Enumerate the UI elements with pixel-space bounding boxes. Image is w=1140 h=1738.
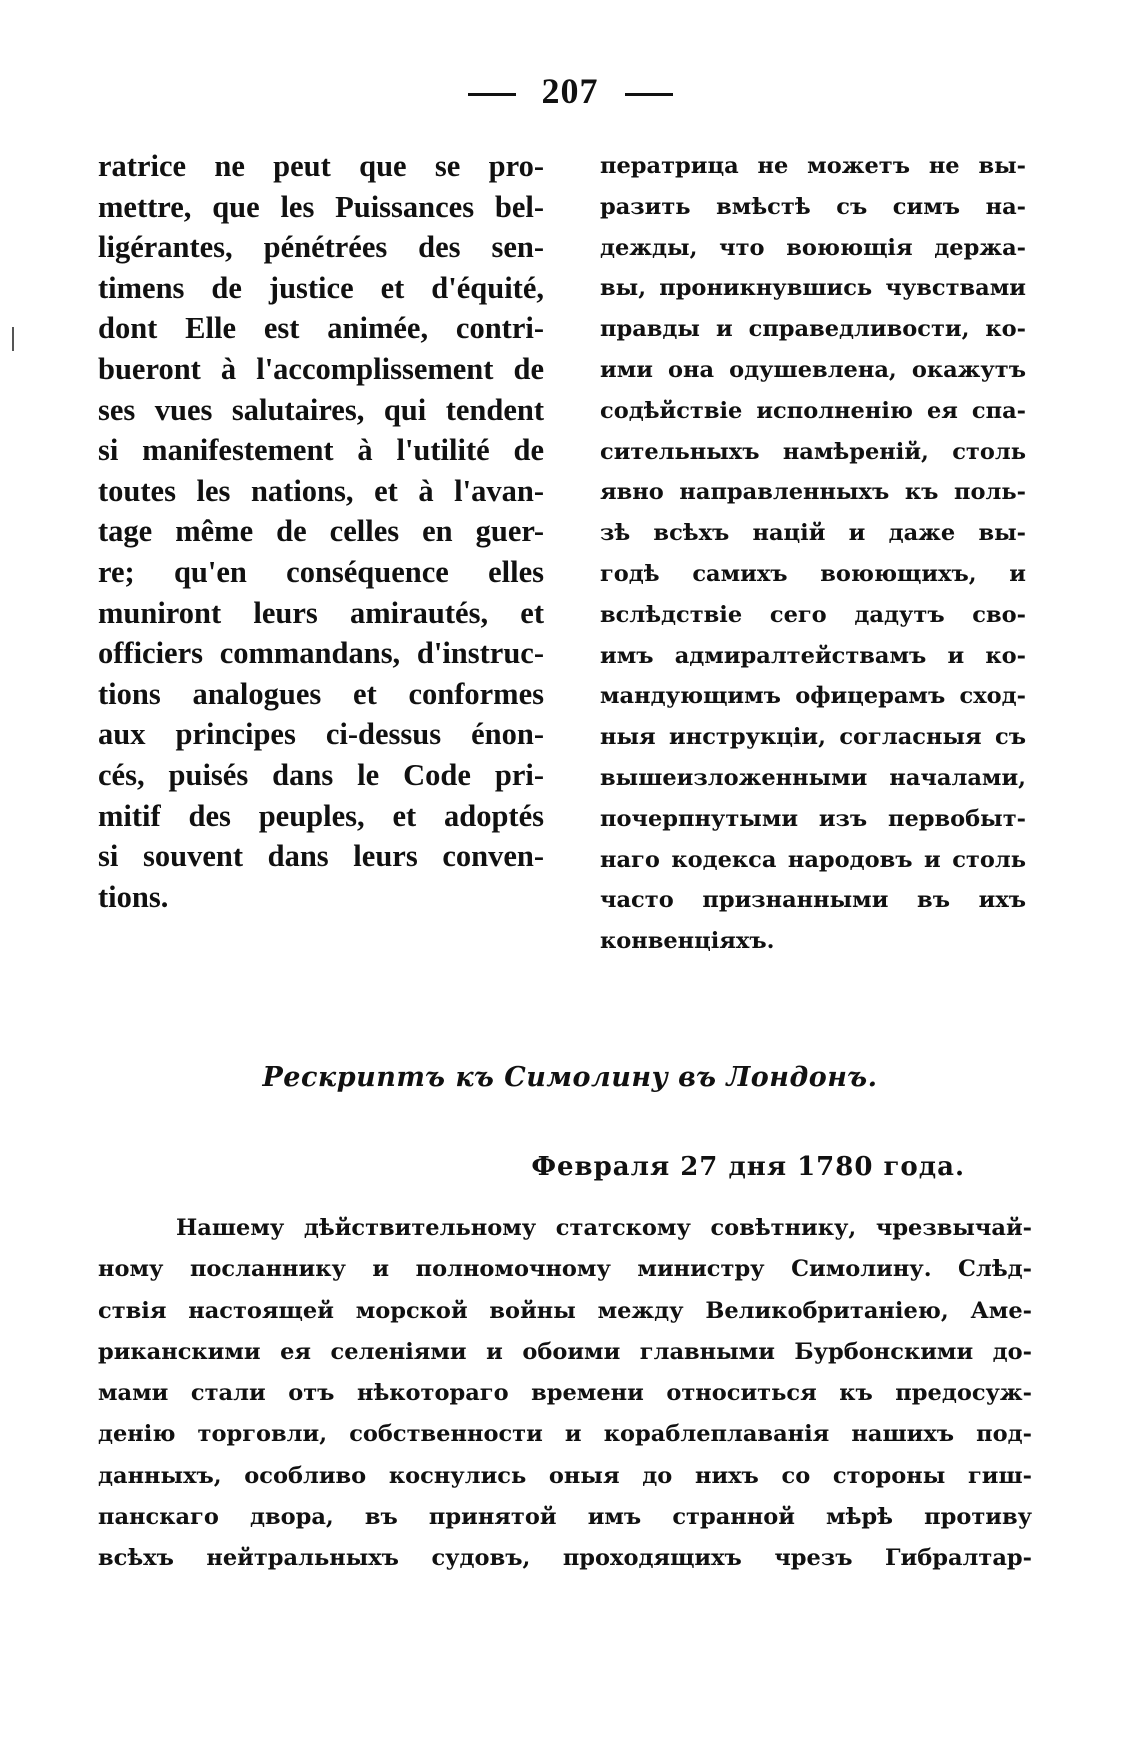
text-line: mitif des peuples, et adoptés — [98, 798, 544, 833]
section-heading: Рескриптъ къ Симолину въ Лондонъ. — [262, 1062, 878, 1093]
text-line: Нашему дѣйствительному статскому совѣтнику, чрезвычай- — [176, 1215, 1032, 1241]
text-line: панскаго двора, въ принятой имъ странной мѣрѣ противу — [98, 1504, 1032, 1531]
text-line: cés, puisés dans le Code pri- — [98, 757, 544, 792]
text-line: ses vues salutaires, qui tendent — [98, 392, 544, 427]
text-line: ими она одушевлена, окажутъ — [600, 356, 1026, 383]
text-line: ператрица не можетъ не вы- — [600, 153, 1026, 179]
body-paragraph — [98, 1208, 1032, 1580]
text-line: timens de justice et d'équité, — [98, 270, 544, 305]
margin-mark — [12, 327, 14, 351]
text-line: мандующимъ офицерамъ сход- — [600, 683, 1026, 710]
text-line: данныхъ, особливо коснулись оныя до нихъ со стороны гиш- — [98, 1462, 1032, 1489]
text-line: ствія настоящей морской войны между Великобританіею, Аме- — [98, 1297, 1032, 1324]
text-line: muniront leurs amirautés, et — [98, 595, 544, 630]
text-line: вы, проникнувшись чувствами — [600, 275, 1026, 302]
text-line: tage même de celles en guer- — [98, 514, 544, 549]
text-line: si manifestement à l'utilité de — [98, 433, 544, 468]
text-line: si souvent dans leurs conven- — [98, 839, 544, 874]
text-line: риканскими ея селеніями и обоими главными Бурбонскими до- — [98, 1338, 1032, 1365]
text-line: tions. — [98, 879, 169, 914]
text-line: bueront à l'accomplissement de — [98, 351, 544, 386]
text-line: годѣ самихъ воюющихъ, и — [600, 560, 1026, 587]
text-line: правды и справедливости, ко- — [600, 316, 1026, 343]
text-line: tions analogues et conformes — [98, 676, 544, 711]
text-line: ratrice ne peut que se pro- — [98, 149, 544, 183]
text-line: явно направленныхъ къ поль- — [600, 479, 1026, 506]
text-line: вышеизложенными началами, — [600, 764, 1026, 791]
text-line: разить вмѣстѣ съ симъ на- — [600, 193, 1026, 220]
text-line: сительныхъ намѣреній, столь — [600, 438, 1026, 465]
text-line: ligérantes, pénétrées des sen- — [98, 230, 544, 265]
dateline: Февраля 27 дня 1780 года. — [531, 1152, 965, 1182]
text-line: всѣхъ нейтральныхъ судовъ, проходящихъ чрезъ Гибралтар- — [98, 1545, 1032, 1572]
left-column-french — [98, 146, 544, 917]
text-line: денію торговли, собственности и кораблеплаванія нашихъ под- — [98, 1421, 1032, 1448]
text-line: наго кодекса народовъ и столь — [600, 846, 1026, 873]
text-line: содѣйствіе исполненію ея спа- — [600, 397, 1026, 424]
text-line: re; qu'en conséquence elles — [98, 554, 544, 589]
text-line: мами стали отъ нѣкотораго времени относиться къ предосуж- — [98, 1380, 1032, 1407]
page-number-dash-right — [625, 93, 673, 96]
text-line: почерпнутыми изъ первобыт- — [600, 805, 1026, 832]
text-line: officiers commandans, d'instruc- — [98, 636, 544, 671]
text-line: toutes les nations, et à l'avan- — [98, 473, 544, 508]
text-line: зѣ всѣхъ націй и даже вы- — [600, 520, 1026, 547]
text-line: дежды, что воюющія держа- — [600, 234, 1026, 261]
text-line: ныя инструкціи, согласныя съ — [600, 724, 1026, 751]
text-line: aux principes ci-dessus énon- — [98, 717, 544, 752]
text-line: вслѣдствіе сего дадутъ сво- — [600, 601, 1026, 628]
text-line: mettre, que les Puissances bel- — [98, 189, 544, 224]
text-line: часто признанными въ ихъ — [600, 887, 1026, 914]
page-number-dash-left — [468, 93, 516, 96]
text-line: конвенціяхъ. — [600, 928, 775, 955]
right-column-russian — [600, 146, 1026, 962]
text-line: ному посланнику и полномочному министру Симолину. Слѣд- — [98, 1256, 1032, 1283]
page-number-value: 207 — [541, 71, 599, 111]
text-line: dont Elle est animée, contri- — [98, 311, 544, 346]
text-line: имъ адмиралтействамъ и ко- — [600, 642, 1026, 669]
page-number — [0, 70, 1140, 112]
